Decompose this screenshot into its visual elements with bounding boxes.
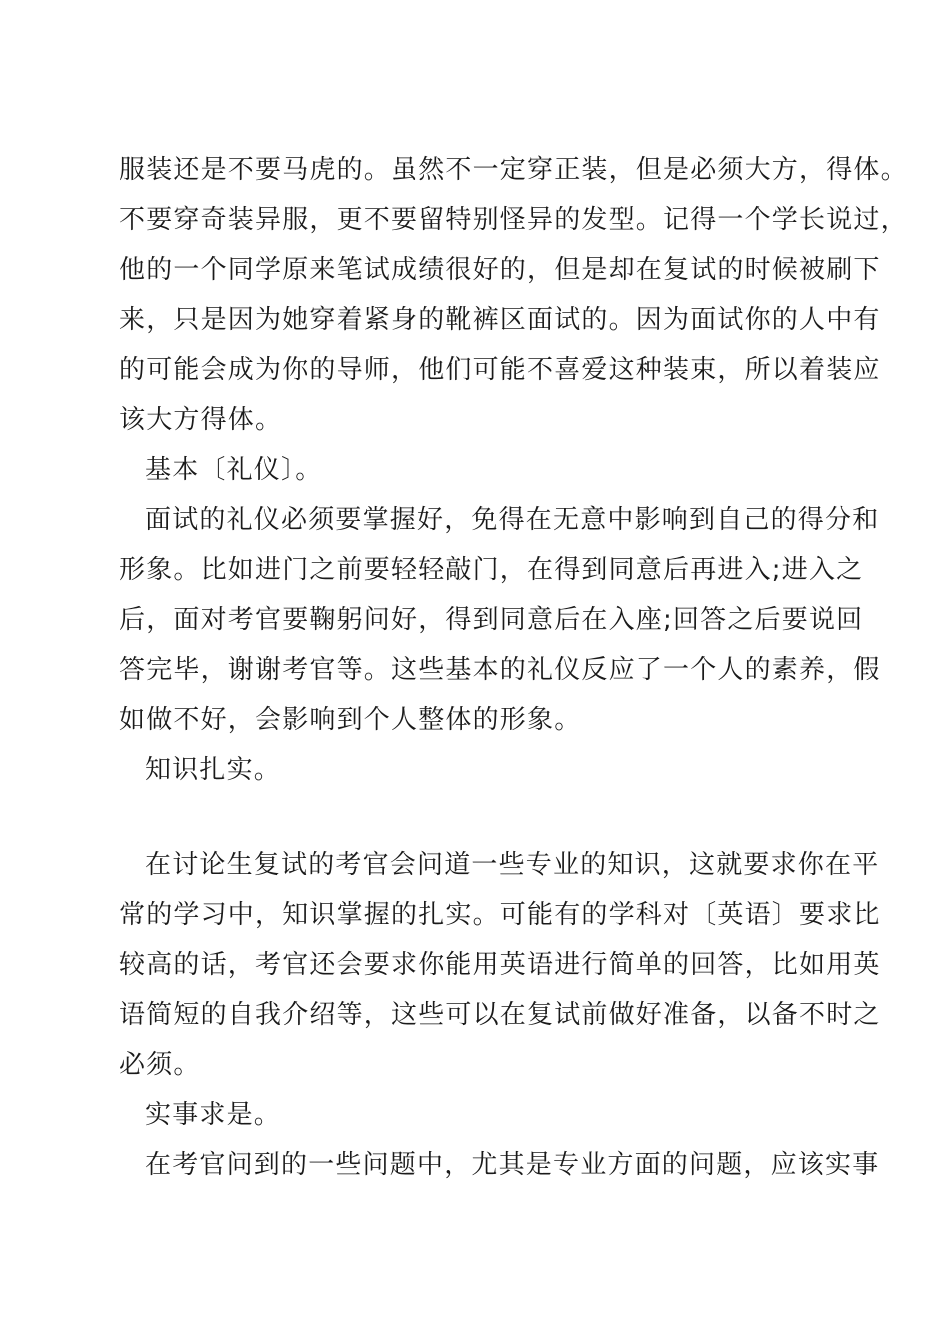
paragraph-line: 答完毕，谢谢考官等。这些基本的礼仪反应了一个人的素养，假: [119, 655, 881, 685]
paragraph-line: 来，只是因为她穿着紧身的靴裤区面试的。因为面试你的人中有: [119, 305, 881, 335]
paragraph-line: 如做不好，会影响到个人整体的形象。: [119, 705, 582, 735]
section-heading: 知识扎实。: [145, 755, 282, 785]
paragraph-line: 他的一个同学原来笔试成绩很好的，但是却在复试的时候被刷下: [119, 255, 881, 285]
section-heading: 基本〔礼仪〕。: [145, 455, 323, 485]
paragraph-line: 该大方得体。: [119, 405, 283, 435]
paragraph-line: 后，面对考官要鞠躬问好，得到同意后在入座;回答之后要说回: [119, 605, 864, 635]
paragraph-line: 在讨论生复试的考官会问道一些专业的知识，这就要求你在平: [145, 850, 880, 880]
paragraph-line: 不要穿奇装异服，更不要留特别怪异的发型。记得一个学长说过，: [119, 205, 908, 235]
paragraph-line: 常的学习中，知识掌握的扎实。可能有的学科对〔英语〕要求比: [119, 900, 881, 930]
section-heading: 实事求是。: [145, 1100, 282, 1130]
paragraph-line: 的可能会成为你的导师，他们可能不喜爱这种装束，所以着装应: [119, 355, 881, 385]
paragraph-line: 必须。: [119, 1050, 201, 1080]
paragraph-line: 在考官问到的一些问题中，尤其是专业方面的问题，应该实事: [145, 1150, 880, 1180]
paragraph-line: 面试的礼仪必须要掌握好，免得在无意中影响到自己的得分和: [145, 505, 880, 535]
paragraph-line: 较高的话，考官还会要求你能用英语进行简单的回答，比如用英: [119, 950, 881, 980]
paragraph-line: 服装还是不要马虎的。虽然不一定穿正装，但是必须大方，得体。: [119, 155, 908, 185]
paragraph-line: 形象。比如进门之前要轻轻敲门，在得到同意后再进入;进入之: [119, 555, 864, 585]
paragraph-line: 语简短的自我介绍等，这些可以在复试前做好准备，以备不时之: [119, 1000, 881, 1030]
